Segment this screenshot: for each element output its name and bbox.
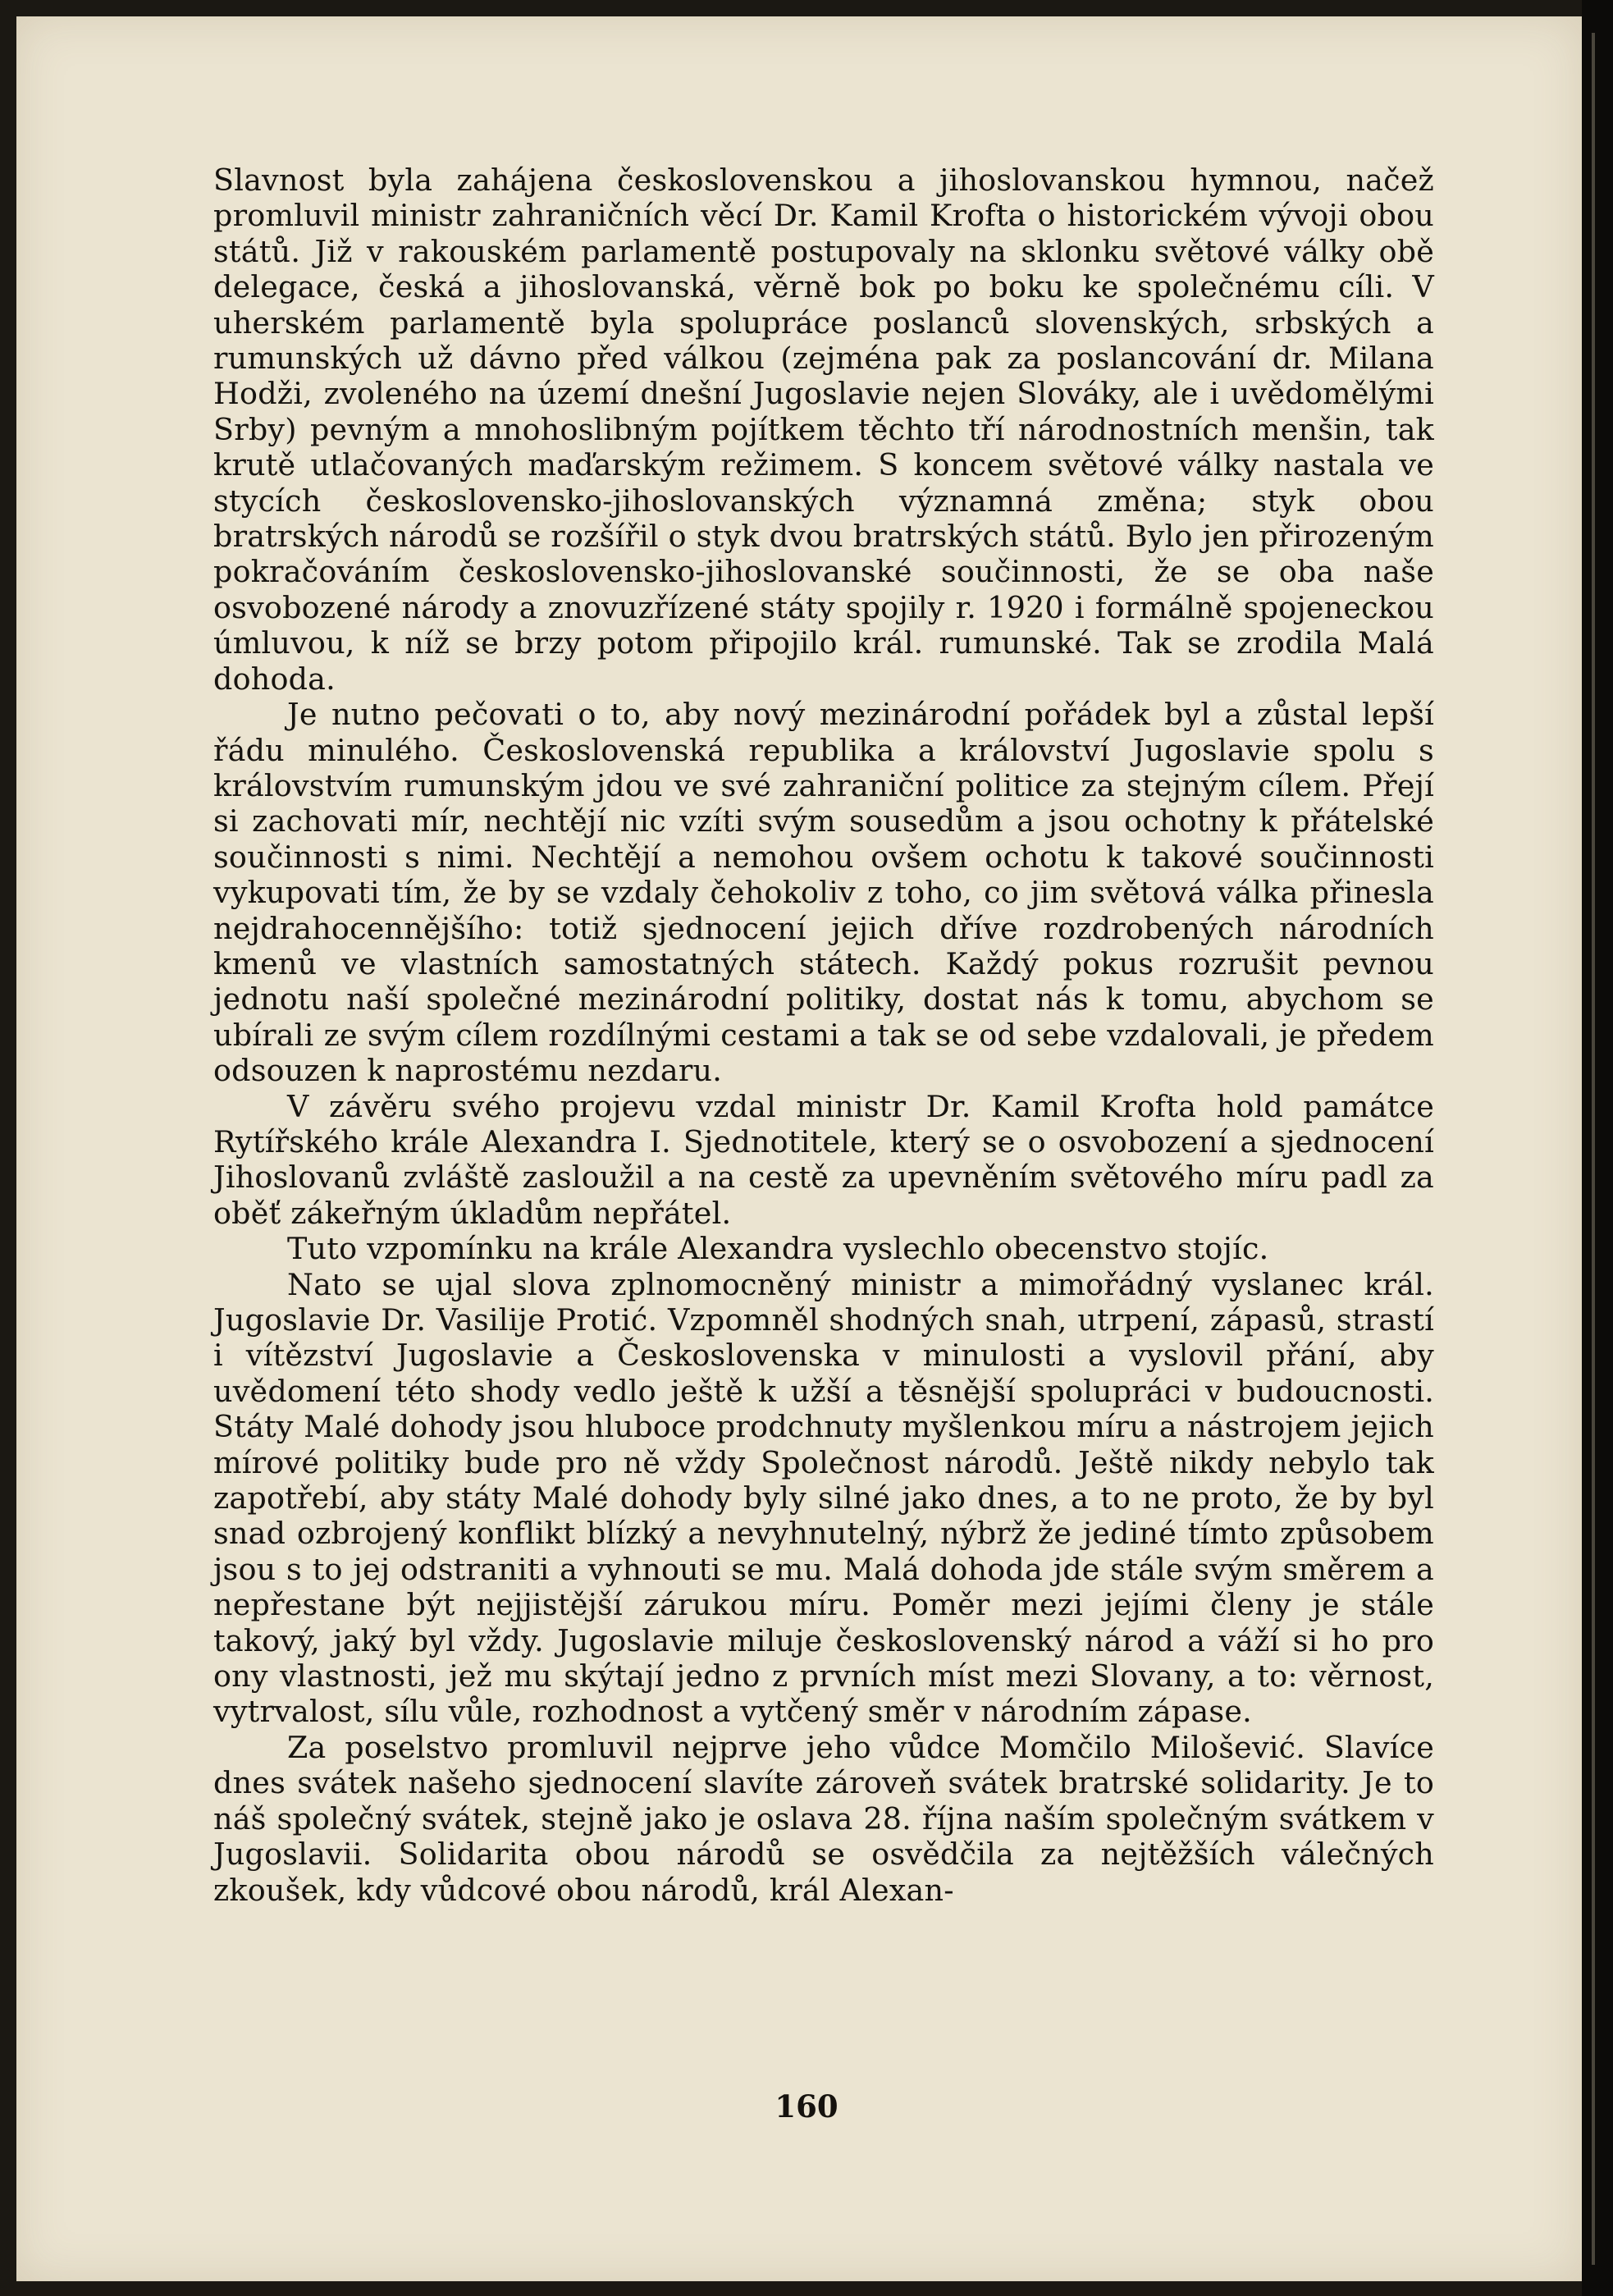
paragraph-6: Za poselstvo promluvil nejprve jeho vůdce Momčilo Milošević. Slavíce dnes svátek našeho sjednocení slavíte zároveň svátek bratrské solidarity. Je to náš společný svátek, stejně jako je oslava 28. října naším společným svátkem v Jugoslavii. Solidarita obou národů se osvědčila za nejtěžších válečných zkoušek, kdy vůdcové obou národů, král Alexan- xyxy=(213,1729,1434,1908)
scan-edge xyxy=(1582,0,1613,2296)
paragraph-1: Slavnost byla zahájena československou a jihoslovanskou hymnou, načež promluvil ministr zahraničních věcí Dr. Kamil Krofta o historickém vývoji obou států. Již v rakouském parlamentě postupovaly na sklonku světové války obě delegace, česká a jihoslovanská, věrně bok po boku ke společnému cíli. V uherském parlamentě byla spolupráce poslanců slovenských, srbských a rumunských už dávno před válkou (zejména pak za poslancování dr. Milana Hodži, zvoleného na území dnešní Jugoslavie nejen Slováky, ale i uvědomělými Srby) pevným a mnohoslibným pojítkem těchto tří národnostních menšin, tak krutě utlačovaných maďarským režimem. S koncem světové války nastala ve stycích československo-jihoslovanských významná změna; styk obou bratrských národů se rozšířil o styk dvou bratrských států. Bylo jen přirozeným pokračováním československo-jihoslovanské součinnosti, že se oba naše osvobozené národy a znovuzřízené státy spojily r. 1920 i formálně spojeneckou úmluvou, k níž se brzy potom připojilo král. rumunské. Tak se zrodila Malá dohoda. xyxy=(213,162,1434,697)
page-gutter-line xyxy=(1592,33,1595,2265)
paragraph-3: V závěru svého projevu vzdal ministr Dr. Kamil Krofta hold památce Rytířského krále Alexandra I. Sjednotitele, který se o osvobození a sjednocení Jihoslovanů zvláště zasloužil a na cestě za upevněním světového míru padl za oběť zákeřným úkladům nepřátel. xyxy=(213,1088,1434,1231)
paragraph-2: Je nutno pečovati o to, aby nový mezinárodní pořádek byl a zůstal lepší řádu minulého. Československá republika a království Jugoslavie spolu s královstvím rumunským jdou ve své zahraniční politice za stejným cílem. Přejí si zachovati mír, nechtějí nic vzíti svým sousedům a jsou ochotny k přátelské součinnosti s nimi. Nechtějí a nemohou ovšem ochotu k takové součinnosti vykupovati tím, že by se vzdaly čehokoliv z toho, co jim světová válka přinesla nejdrahocennějšího: totiž sjednocení jejich dříve rozdrobených národních kmenů ve vlastních samostatných státech. Každý pokus rozrušit pevnou jednotu naší společné mezinárodní politiky, dostat nás k tomu, abychom se ubírali ze svým cílem rozdílnými cestami a tak se od sebe vzdalovali, je předem odsouzen k naprostému nezdaru. xyxy=(213,697,1434,1089)
paragraph-4: Tuto vzpomínku na krále Alexandra vyslechlo obecenstvo stojíc. xyxy=(287,1231,1269,1267)
paragraph-5: Nato se ujal slova zplnomocněný ministr a mimořádný vyslanec král. Jugoslavie Dr. Vasilije Protić. Vzpomněl shodných snah, utrpení, zápasů, strastí i vítězství Jugoslavie a Československa v minulosti a vyslovil přání, aby uvědomení této shody vedlo ještě k užší a těsnější spolupráci v budoucnosti. Státy Malé dohody jsou hluboce prodchnuty myšlenkou míru a nástrojem jejich mírové politiky bude pro ně vždy Společnost národů. Ještě nikdy nebylo tak zapotřebí, aby státy Malé dohody byly silné jako dnes, a to ne proto, že by byl snad ozbrojený konflikt blízký a nevyhnutelný, nýbrž že jediné tímto způsobem jsou s to jej odstraniti a vyhnouti se mu. Malá dohoda jde stále svým směrem a nepřestane být nejjistější zárukou míru. Poměr mezi jejími členy je stále takový, jaký byl vždy. Jugoslavie miluje československý národ a váží si ho pro ony vlastnosti, jež mu skýtají jedno z prvních míst mezi Slovany, a to: věrnost, vytrvalost, sílu vůle, rozhodnost a vytčený směr v národním zápase. xyxy=(213,1266,1434,1730)
page-number: 160 xyxy=(775,2088,838,2124)
body-text xyxy=(213,162,1434,1908)
